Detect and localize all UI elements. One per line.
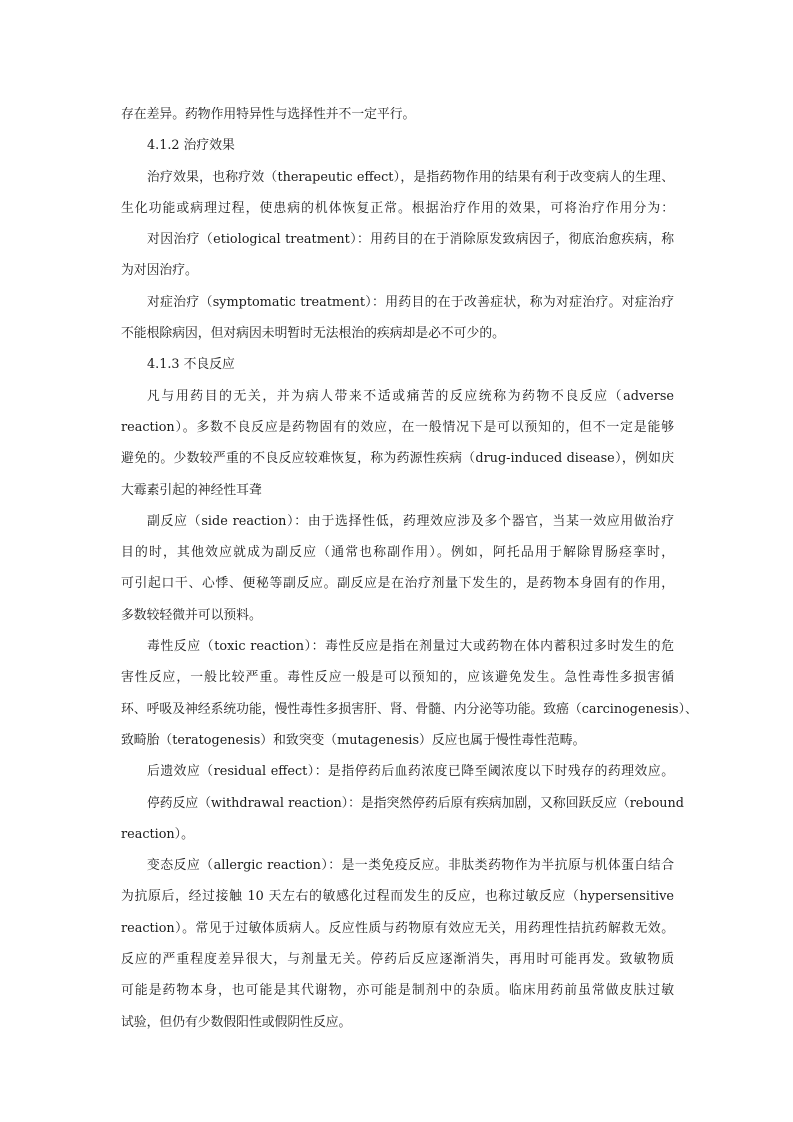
line-text: 为抗原后，经过接触 10 天左右的敏感化过程而发生的反应，也称过敏反应（hypersensitive [121, 889, 674, 905]
line-text: 可能是药物本身，也可能是其代谢物，亦可能是制剂中的杂质。临床用药前虽常做皮肤过敏 [121, 983, 674, 999]
text-line [121, 667, 674, 698]
section-heading [121, 135, 674, 166]
text-line [121, 699, 698, 730]
document-page [121, 104, 698, 1043]
line-text: 避免的。少数较严重的不良反应较难恢复，称为药源性疾病（drug-induced disease），例如庆 [121, 451, 674, 467]
line-text: 停药反应（withdrawal reaction）：是指突然停药后原有疾病加剧，又称回跃反应（rebound [147, 795, 684, 811]
line-text: 副反应（side reaction）：由于选择性低，药理效应涉及多个器官，当某一效应用做治疗 [147, 513, 674, 529]
text-line [121, 573, 674, 604]
line-text: reaction）。常见于过敏体质病人。反应性质与药物原有效应无关，用药理性拮抗药解救无效。 [121, 920, 674, 936]
text-line [121, 793, 684, 824]
line-text: 试验，但仍有少数假阳性或假阴性反应。 [121, 1014, 352, 1030]
text-line [121, 511, 674, 542]
text-line [121, 198, 674, 229]
line-text: 大霉素引起的神经性耳聋 [121, 482, 262, 498]
line-text: 4.1.3 不良反应 [147, 357, 235, 373]
line-text: reaction）。多数不良反应是药物固有的效应，在一般情况下是可以预知的，但不一定是能够 [121, 419, 674, 435]
line-text: 后遗效应（residual effect）：是指停药后血药浓度已降至阈浓度以下时残存的药理效应。 [147, 764, 674, 780]
line-text: 存在差异。药物作用特异性与选择性并不一定平行。 [121, 107, 416, 122]
line-text: 为对因治疗。 [121, 263, 198, 279]
text-line [121, 260, 674, 291]
text-line [121, 104, 674, 135]
line-text: 对因治疗（etiological treatment）：用药目的在于消除原发致病因子，彻底治愈疾病，称 [147, 232, 674, 248]
section-heading [121, 354, 674, 385]
line-text: 不能根除病因，但对病因未明暂时无法根治的疾病却是必不可少的。 [121, 326, 505, 342]
line-text: 凡与用药目的无关，并为病人带来不适或痛苦的反应统称为药物不良反应（adverse [147, 388, 674, 404]
line-text: 目的时，其他效应就成为副反应（通常也称副作用）。例如，阿托品用于解除胃肠痉挛时， [121, 545, 674, 561]
text-line [121, 886, 674, 917]
text-line [121, 417, 674, 448]
line-text: 毒性反应（toxic reaction）：毒性反应是指在剂量过大或药物在体内蓄积过多时发生的危 [147, 639, 674, 655]
line-text: 可引起口干、心悸、便秘等副反应。副反应是在治疗剂量下发生的，是药物本身固有的作用， [121, 576, 674, 592]
text-line [121, 605, 674, 636]
text-line [121, 824, 674, 855]
text-line [121, 480, 674, 511]
line-text: 多数较轻微并可以预料。 [121, 607, 262, 623]
text-line [121, 448, 674, 479]
text-line [121, 636, 674, 667]
text-line [121, 229, 674, 260]
line-text: 4.1.2 治疗效果 [147, 138, 235, 154]
line-text: 对症治疗（symptomatic treatment）：用药目的在于改善症状，称为对症治疗。对症治疗 [147, 294, 674, 310]
line-text: 生化功能或病理过程，使患病的机体恢复正常。根据治疗作用的效果，可将治疗作用分为： [121, 200, 674, 216]
text-line [121, 980, 674, 1011]
text-line [121, 323, 674, 354]
text-line [121, 918, 674, 949]
text-line [121, 542, 674, 573]
text-line [121, 1012, 674, 1043]
text-line [121, 949, 674, 980]
text-line [121, 730, 674, 761]
line-text: 反应的严重程度差异很大，与剂量无关。停药后反应逐渐消失，再用时可能再发。致敏物质 [121, 952, 674, 968]
text-line [121, 167, 674, 198]
text-line [121, 855, 674, 886]
text-line [121, 761, 674, 792]
line-text: reaction）。 [121, 826, 194, 842]
line-text: 致畸胎（teratogenesis）和致突变（mutagenesis）反应也属于慢性毒性范畴。 [121, 732, 586, 748]
text-line [121, 292, 674, 323]
line-text: 环、呼吸及神经系统功能，慢性毒性多损害肝、肾、骨髓、内分泌等功能。致癌（carcinogenesis）、 [121, 701, 698, 717]
line-text: 害性反应，一般比较严重。毒性反应一般是可以预知的，应该避免发生。急性毒性多损害循 [121, 670, 674, 686]
line-text: 治疗效果，也称疗效（therapeutic effect），是指药物作用的结果有利于改变病人的生理、 [147, 169, 674, 185]
text-line [121, 386, 674, 417]
line-text: 变态反应（allergic reaction）：是一类免疫反应。非肽类药物作为半抗原与机体蛋白结合 [147, 858, 674, 874]
